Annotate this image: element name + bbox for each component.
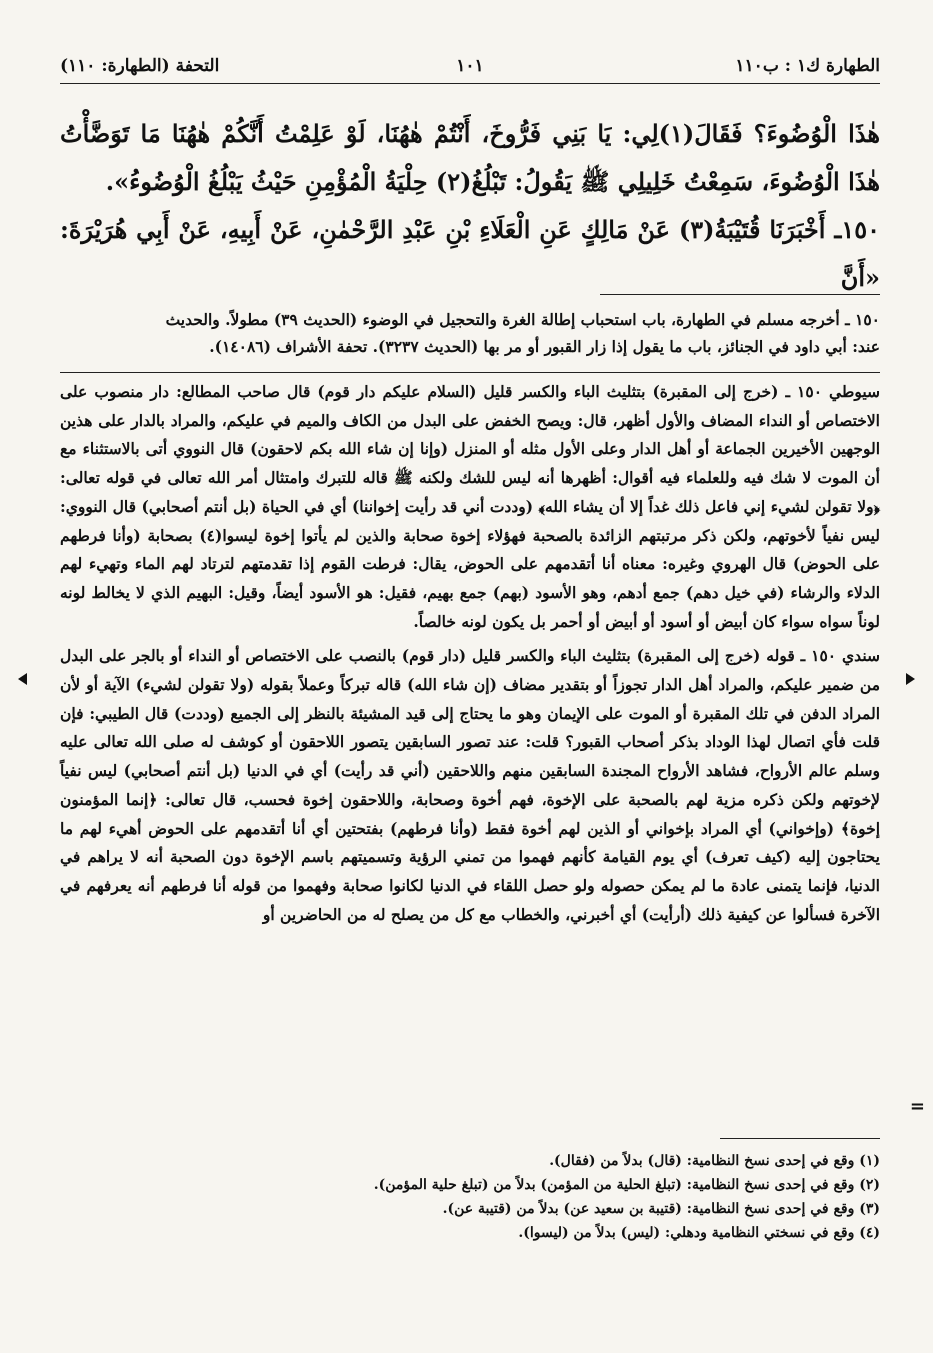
hadith-number: ١٥٠ـ [834,215,881,244]
commentary-divider [60,372,880,373]
footnote-1: (١) وقع في إحدى نسخ النظامية: (قال) بدلاً من (فقال). [549,1153,880,1169]
hadith-isnad: أَخْبَرَنَا قُتَيْبَةُ(٣) عَنْ مَالِكٍ عَنِ الْعَلَاءِ بْنِ عَبْدِ الرَّحْمٰنِ، عَنْ أَبِيهِ، عَنْ أَبِي هُرَيْرَةَ: «أَنَّ [60,215,880,292]
page-number: ١٠١ [456,56,484,76]
takhrij-line-2: عند: أبي داود في الجنائز، باب ما يقول إذا زار القبور أو مر بها (الحديث ٣٢٣٧). تحفة الأشراف (١٤٠٨٦). [209,337,880,356]
hadith-paragraph-2 [60,206,880,302]
continuation-mark: = [909,1096,925,1117]
footnote-divider [720,1138,880,1139]
hadith-paragraph-1: هٰذَا الْوُضُوءَ؟ فَقَالَ(١)لِي: يَا بَنِي فَرُّوخَ، أَنْتُمْ هٰهُنَا، لَوْ عَلِمْتُ أَنَّكُمْ هٰهُنَا مَا تَوَضَّأْتُ هٰذَا الْوُضُوءَ، سَمِعْتُ خَلِيلِي ﷺ يَقُولُ: تَبْلُغُ(٢) حِلْيَةُ الْمُؤْمِنِ حَيْثُ يَبْلُغُ الْوُضُوءُ». [60,119,881,196]
commentary-suyuti: سيوطي ١٥٠ ـ (خرج إلى المقبرة) بتثليث الباء والكسر قليل (السلام عليكم دار قوم) قال صاحب المطالع: دار منصوب على الاختصاص أو النداء المضاف والأول أظهر، قال: ويصح الخفض على البدل من الكاف والميم في عليكم، والمراد بالدار على هذين الوجهين الأخيرين الجماعة أو أهل الدار وعلى الأول مثله أو المنزل (وإنا إن شاء الله بكم لاحقون) قال النووي أتى بالاستثناء مع أن الموت لا شك فيه وللعلماء فيه أقوال: أظهرها أنه ليس للشك ولكنه ﷺ قاله للتبرك وامتثال أمر الله تعالى في قوله تعالى: ﴿ولا تقولن لشيء إني فاعل ذلك غداً إلا أن يشاء الله﴾ (وددت أني قد رأيت إخواننا) أي في الحياة (بل أنتم أصحابي) قال النووي: ليس نفياً لأخوتهم، ولكن ذكر مرتبتهم الزائدة بالصحبة فهؤلاء إخوة صحابة والذين لم يأتوا إخوة ليسوا(٤) بصحابة (وأنا فرطهم على الحوض) قال الهروي وغيره: معناه أنا أتقدمهم على الحوض، يقال: فرطت القوم إذا تقدمتهم لترتاد لهم الماء وتهيء لهم الدلاء والرشاء (في خيل دهم) جمع أدهم، وهو الأسود (بهم) جمع بهيم، فقيل: هو الأسود أيضاً، وقيل: البهيم الذي لا يخالط لونه لوناً سواه سواء كان أبيض أو أسود أو أبيض أو أحمر بل يكون لونه خالصاً. [60,382,880,631]
hadith-text [60,110,880,302]
header-tuhfa-ref: التحفة (الطهارة: ١١٠) [60,56,220,76]
footnote-4: (٤) وقع في نسختي النظامية ودهلي: (ليس) بدلاً من (ليسوا). [518,1225,880,1241]
header-divider [60,83,880,84]
takhrij-divider [600,294,880,295]
right-margin-arrow-icon [906,673,915,685]
commentary-section [60,378,880,935]
header-chapter-ref: الطهارة ك١ : ب١١٠ [735,56,880,76]
commentary-sindi: سندي ١٥٠ ـ قوله (خرج إلى المقبرة) بتثليث الباء والكسر قليل (دار قوم) بالنصب على الاختصاص أو النداء أو بالجر على البدل من ضمير عليكم، والمراد أهل الدار تجوزاً أو بتقدير مضاف (إن شاء الله) قاله تبركاً وعملاً بقوله (ولا تقولن لشيء) الآية أو لأن المراد الدفن في تلك المقبرة أو الموت على الإيمان وهو ما يحتاج إلى قيد المشيئة بالنظر إلى الجميع (وددت) قال الطيبي: فإن قلت فأي اتصال لهذا الوداد بذكر أصحاب القبور؟ قلت: عند تصور السابقين يتصور اللاحقون أو كوشف له صلى الله تعالى عليه وسلم عالم الأرواح، فشاهد الأرواح المجندة السابقين منهم واللاحقين (أني قد رأيت) أي في الدنيا (بل أنتم أصحابي) ليس نفياً لإخوتهم ولكن ذكره مزية لهم بالصحبة على الإخوة، فهم أخوة وصحابة، واللاحقون إخوة فحسب، قال تعالى: ﴿إنما المؤمنون إخوة﴾ (وإخواني) أي المراد بإخواني أو الذين لهم أخوة فقط (وأنا فرطهم) بفتحتين أي أنا أتقدمهم على الحوض أهيء لهم ما يحتاجون إليه (كيف تعرف) أي يوم القيامة كأنهم فهموا من تمني الرؤية وتسميتهم باسم الإخوة دون الصحبة أنه لا يراهم في الدنيا، فإنما يتمنى عادة ما لم يمكن حصوله ولو حصل اللقاء في الدنيا لكانوا صحابة وفهموا من قوله أنا فرطهم أنه يعرفهم في الآخرة فسألوا عن كيفية ذلك (أرأيت) أي أخبرني، والخطاب مع كل من يصلح له من الحاضرين أو [60,646,880,924]
footnote-3: (٣) وقع في إحدى نسخ النظامية: (قتيبة بن سعيد عن) بدلاً من (قتيبة عن). [442,1201,880,1217]
left-margin-arrow-icon [18,673,27,685]
takhrij-line-1: ١٥٠ ـ أخرجه مسلم في الطهارة، باب استحباب إطالة الغرة والتحجيل في الوضوء (الحديث ٣٩) مطولاً. والحديث [165,310,880,329]
footnotes [60,1150,880,1246]
footnote-2: (٢) وقع في إحدى نسخ النظامية: (تبلغ الحلية من المؤمن) بدلاً من (تبلغ حلية المؤمن). [373,1177,880,1193]
takhrij-section [60,306,880,360]
page-header [60,56,880,82]
